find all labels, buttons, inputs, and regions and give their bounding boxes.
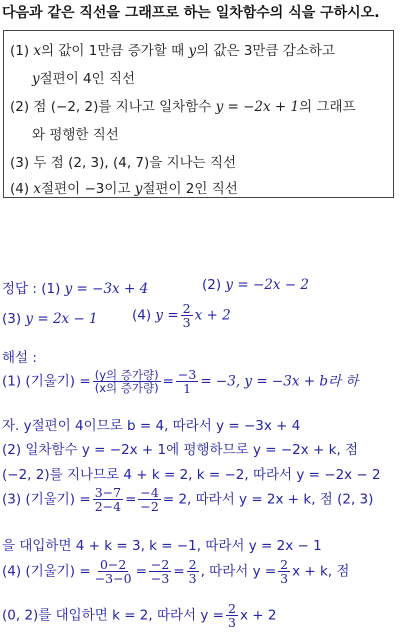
problem-2-expr: y = −2x + 1 <box>215 99 300 115</box>
frac-den: −3 <box>150 571 170 587</box>
frac-num: 0−2 <box>99 557 127 572</box>
solution-2-line-2: (−2, 2)를 지나므로 4 + k = 2, k = −2, 따라서 y = −2x − 2 <box>2 467 381 483</box>
slope-word: (기울기) <box>25 491 76 508</box>
solution-4-fraction-5 <box>226 602 238 629</box>
frac-den: 3 <box>182 315 191 331</box>
frac-den: 2−4 <box>94 499 122 515</box>
solution-4-fraction-2 <box>149 558 171 585</box>
answer-4-number: (4) <box>132 307 152 324</box>
frac-den: (x의 증가량) <box>94 381 159 396</box>
solution-4-line2-post: x + 2 <box>239 607 277 624</box>
problem-1-line-2 <box>32 67 135 87</box>
solution-1-fraction-2 <box>176 368 198 395</box>
frac-den: 3 <box>280 571 289 587</box>
problem-1-var-y: y <box>188 43 197 59</box>
problem-1-text: 의 값이 1만큼 증가할 때 <box>41 43 189 59</box>
answer-4-fraction <box>181 302 193 329</box>
solution-4-number: (4) <box>2 563 22 580</box>
frac-den: 3 <box>227 615 236 631</box>
solution-1-line-1: (1) (기울기) = $\frac{\text{(y의 증가량)}}{\text{(x의 증가량)}}$ = $\frac{-3}{1}$ = −3, y = −3x + b라 하 <box>2 367 359 397</box>
problem-3-line <box>10 151 236 171</box>
answer-2 <box>202 277 309 293</box>
problem-1-line-1 <box>10 39 335 59</box>
problem-2-line-2: 와 평행한 직선 <box>32 127 119 143</box>
answer-4-rhs: x + 2 <box>194 307 231 324</box>
problem-4-text-end: 절편이 2인 직선 <box>142 181 238 197</box>
solution-4-tail-post: x + k, 점 <box>292 563 350 580</box>
answer-line-1 <box>2 277 148 297</box>
problem-1-var-y2: y <box>32 71 40 87</box>
problem-2-text-end: 의 그래프 <box>299 99 356 115</box>
answer-3-number: (3) <box>2 311 22 327</box>
solution-4-fraction-1 <box>93 558 134 585</box>
problem-1-number: (1) <box>10 43 30 59</box>
problem-box <box>3 30 394 198</box>
frac-num: 2 <box>188 557 197 572</box>
solution-1-number: (1) <box>2 373 22 390</box>
solution-3-line-2: 을 대입하면 4 + k = 3, k = −1, 따라서 y = 2x − 1 <box>2 538 322 554</box>
solution-label: 해설 : <box>2 350 37 366</box>
frac-num: −3 <box>177 367 197 382</box>
problem-4-var-y: y <box>134 181 143 197</box>
problem-3-text: 두 점 (2, 3), (4, 7)을 지나는 직선 <box>33 155 237 171</box>
problem-4-text: 절편이 −3이고 <box>41 181 135 197</box>
frac-num: (y의 증가량) <box>94 368 159 383</box>
answer-label: 정답 : <box>2 281 37 297</box>
question-title: 다음과 같은 직선을 그래프로 하는 일차함수의 식을 구하시오. <box>2 5 380 21</box>
problem-4-line <box>10 177 238 197</box>
frac-num: 2 <box>280 557 289 572</box>
equals-sign: = <box>162 373 174 390</box>
answer-2-number: (2) <box>202 277 222 293</box>
answer-1-number: (1) <box>41 281 61 297</box>
solution-3-tail: = 2, 따라서 y = 2x + k, 점 (2, 3) <box>162 491 374 508</box>
solution-3-fraction-2 <box>138 486 160 513</box>
slope-word: (기울기) <box>25 373 76 390</box>
frac-den: −3−0 <box>94 571 132 587</box>
solution-3-number: (3) <box>2 491 22 508</box>
problem-1-cont: 절편이 4인 직선 <box>39 71 136 87</box>
frac-den: −2 <box>140 499 159 515</box>
frac-den: 1 <box>183 381 192 397</box>
problem-2-text: 점 (−2, 2)를 지나고 일차함수 <box>33 99 216 115</box>
slope-word: (기울기) <box>25 563 76 580</box>
solution-4-fraction-3 <box>187 558 199 585</box>
solution-4-fraction-4 <box>278 558 290 585</box>
frac-num: −2 <box>150 557 170 572</box>
solution-4-line-2 <box>2 602 276 629</box>
answer-4-lhs: y = <box>155 307 179 324</box>
frac-num: −4 <box>140 485 159 500</box>
problem-4-var-x: x <box>33 181 42 197</box>
frac-den: 3 <box>188 571 197 587</box>
problem-2-number: (2) <box>10 99 30 115</box>
problem-1-var-x: x <box>33 43 42 59</box>
solution-1-line-2: 자. y절편이 4이므로 b = 4, 따라서 y = −3x + 4 <box>2 418 301 434</box>
frac-num: 2 <box>182 301 191 316</box>
solution-1-tail: = −3, y = −3x + b라 하 <box>200 373 359 390</box>
solution-4-line-1: (4) (기울기) = $\frac{0-2}{-3-0}$ = $\frac{-2}{-3}$ = $\frac{2}{3}$ , 따라서 y = $\frac{2}{3}$ x + k, 점 <box>2 557 350 587</box>
solution-4-tail-pre: , 따라서 y = <box>200 563 277 580</box>
frac-num: 3−7 <box>94 485 122 500</box>
answer-3-expr: y = 2x − 1 <box>25 311 98 327</box>
problem-2-line-1 <box>10 95 356 115</box>
solution-2-line-1: (2) 일차함수 y = −2x + 1에 평행하므로 y = −2x + k, 점 <box>2 442 359 458</box>
answer-2-expr: y = −2x − 2 <box>225 277 309 293</box>
problem-4-number: (4) <box>10 181 30 197</box>
frac-num: 2 <box>227 601 236 616</box>
answer-3 <box>2 311 98 327</box>
answer-1-expr: y = −3x + 4 <box>64 281 149 297</box>
solution-3-fraction-1 <box>93 486 123 513</box>
solution-4-line2-pre: (0, 2)를 대입하면 k = 2, 따라서 y = <box>2 607 224 624</box>
solution-3-line-1: (3) (기울기) = $\frac{3-7}{2-4}$ = $\frac{-4}{-2}$ = 2, 따라서 y = 2x + k, 점 (2, 3) <box>2 485 374 515</box>
problem-3-number: (3) <box>10 155 30 171</box>
answer-4 <box>132 302 231 329</box>
solution-1-fraction <box>93 369 161 394</box>
problem-1-text-end: 의 값은 3만큼 감소하고 <box>196 43 335 59</box>
